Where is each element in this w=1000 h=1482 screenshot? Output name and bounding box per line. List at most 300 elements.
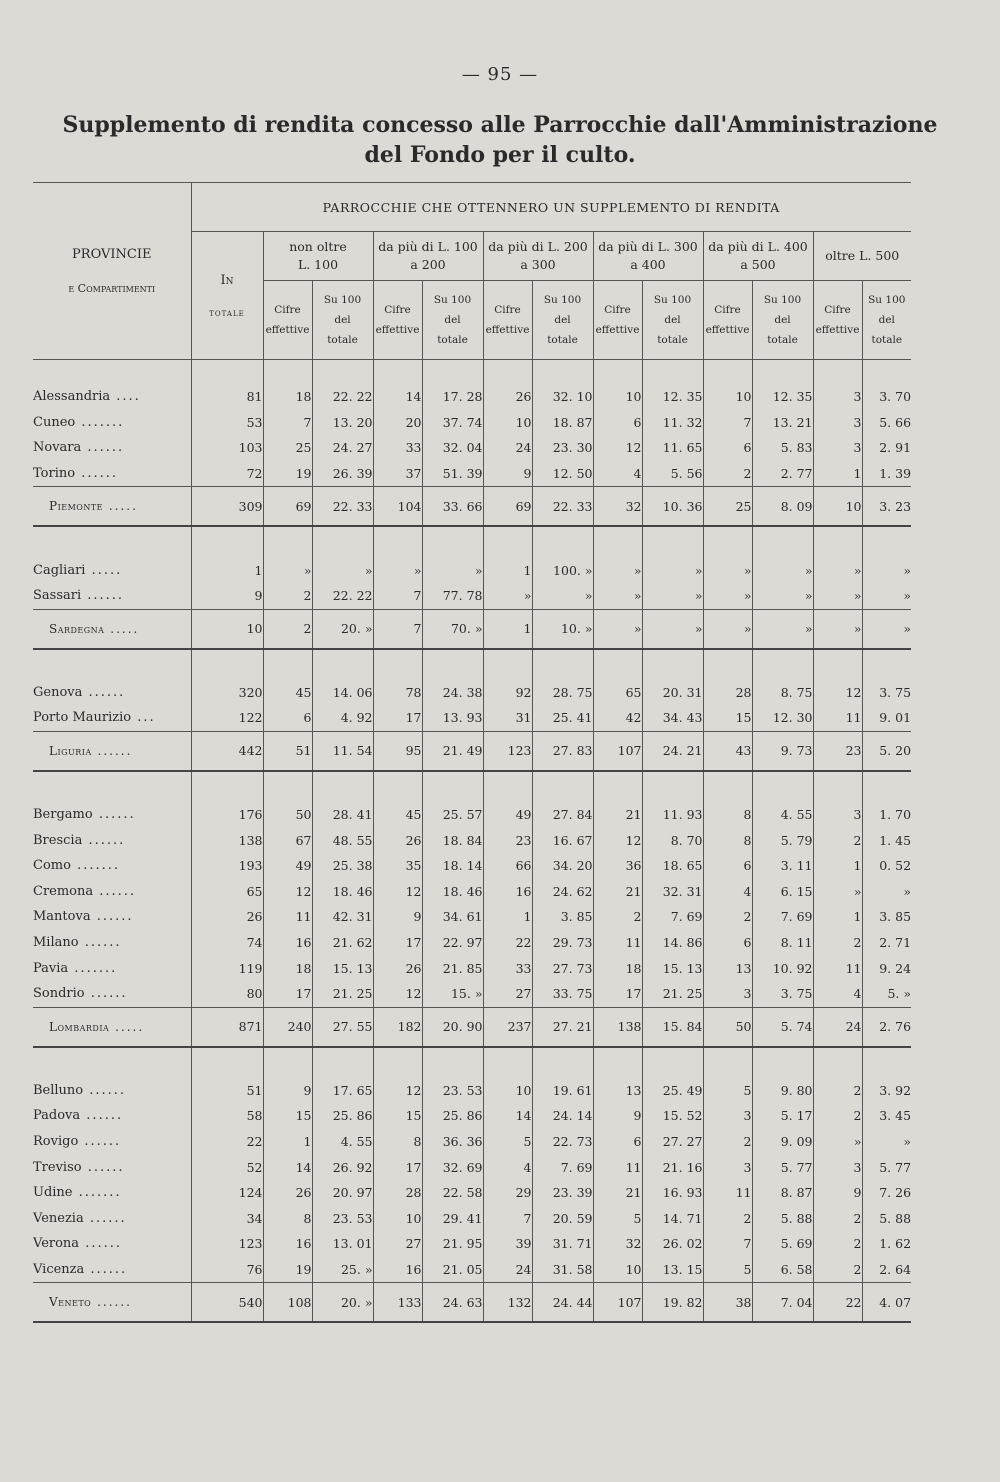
su100-cell: 11. 32 (642, 410, 703, 436)
su100-cell: 15. 13 (642, 955, 703, 981)
su100-header-line: totale (657, 334, 688, 346)
su100-cell: 4. 55 (312, 1129, 373, 1155)
cifre-cell: 2 (813, 1205, 862, 1231)
province-name (33, 1205, 191, 1231)
spacer-cell (373, 360, 422, 385)
cifre-cell: » (593, 557, 642, 583)
province-name (33, 1129, 191, 1155)
province-name (33, 1007, 191, 1047)
totale-cell: 103 (191, 435, 263, 461)
spacer-cell (703, 526, 752, 557)
su100-cell: 27. 73 (532, 955, 593, 981)
cifre-cell: » (373, 557, 422, 583)
province-label: Alessandria (33, 389, 111, 405)
range-header (593, 232, 703, 281)
table-row (33, 705, 911, 731)
su100-cell: 3. 85 (879, 909, 912, 925)
leader-dots: ...... (81, 440, 125, 456)
cifre-cell: 21 (593, 1180, 642, 1206)
spacer-cell (752, 1047, 813, 1078)
su100-cell: 5. 83 (752, 435, 813, 461)
province-label: Mantova (33, 909, 91, 925)
spacer-cell (483, 771, 532, 802)
su100-cell: 3. 85 (532, 904, 593, 930)
cifre-cell: 1 (813, 853, 862, 879)
cifre-cell: 3 (813, 1154, 862, 1180)
su100-cell: 9. 09 (752, 1129, 813, 1155)
su100-cell: 21. 25 (642, 981, 703, 1007)
su100-cell: » (422, 557, 483, 583)
totale-cell: 9 (191, 583, 263, 609)
province-name (33, 410, 191, 436)
table-row (33, 461, 911, 487)
provincie-header (33, 183, 191, 360)
spacer-cell (373, 1047, 422, 1078)
leader-dots: ...... (82, 832, 126, 848)
province-label: Venezia (33, 1210, 84, 1226)
spacer-cell (703, 649, 752, 680)
cifre-cell: 24 (483, 1257, 532, 1283)
spacer-cell (191, 1047, 263, 1078)
range-header (373, 232, 483, 281)
su100-cell: 21. 62 (312, 930, 373, 956)
cifre-cell: 108 (263, 1283, 312, 1323)
cifre-cell: 2 (703, 904, 752, 930)
cifre-cell: 45 (373, 802, 422, 828)
su100-cell: 21. 25 (312, 981, 373, 1007)
su100-cell: » (642, 557, 703, 583)
cifre-header-line: effettive (375, 324, 420, 336)
su100-header-line: del (444, 314, 461, 326)
totale-cell: 320 (191, 680, 263, 706)
cifre-cell: 3 (813, 435, 862, 461)
leader-dots: ...... (81, 588, 125, 604)
cifre-cell: 26 (373, 827, 422, 853)
cifre-cell: 8 (263, 1205, 312, 1231)
leader-dots: .... (110, 389, 141, 405)
cifre-cell: 5 (483, 1129, 532, 1155)
province-name (33, 1283, 191, 1323)
page-title (30, 110, 970, 170)
spacer-row (33, 360, 911, 385)
su100-cell: 21. 95 (422, 1231, 483, 1257)
spacer-cell (483, 360, 532, 385)
table-row (33, 904, 911, 930)
province-label: Rovigo (33, 1133, 79, 1149)
province-name (33, 1078, 191, 1104)
title-line-1: Supplemento di rendita concesso alle Parrocchie dall'Amministrazione (62, 112, 938, 138)
cifre-cell: 6 (703, 930, 752, 956)
su100-cell: 18. 87 (532, 410, 593, 436)
cifre-cell: 16 (483, 879, 532, 905)
table-row (33, 1103, 911, 1129)
cifre-cell: 22 (813, 1283, 862, 1323)
cifre-cell: 24 (813, 1007, 862, 1047)
province-name (33, 435, 191, 461)
cifre-cell: 132 (483, 1283, 532, 1323)
spacer-cell (373, 771, 422, 802)
spacer-cell (422, 526, 483, 557)
spacer-cell (263, 526, 312, 557)
su100-header-line: totale (437, 334, 468, 346)
su100-cell: 100. » (532, 557, 593, 583)
province-name (33, 1180, 191, 1206)
supplement-header: PARROCCHIE CHE OTTENNERO UN SUPPLEMENTO DI RENDITA (191, 183, 911, 232)
su100-cell: 8. 70 (642, 827, 703, 853)
cifre-cell: 18 (263, 955, 312, 981)
totale-cell: 10 (191, 609, 263, 649)
spacer-cell (752, 526, 813, 557)
su100-cell: 16. 93 (642, 1180, 703, 1206)
su100-cell: 31. 71 (532, 1231, 593, 1257)
cifre-cell: 10 (703, 384, 752, 410)
province-label: Como (33, 858, 71, 874)
su100-cell: 7. 69 (752, 904, 813, 930)
province-label: Sardegna (49, 621, 105, 636)
totale-cell: 124 (191, 1180, 263, 1206)
su100-header-line: del (774, 314, 791, 326)
su100-cell: 5. 17 (752, 1103, 813, 1129)
spacer-row (33, 1047, 911, 1078)
cifre-header (593, 281, 642, 360)
cifre-cell: 4 (593, 461, 642, 487)
su100-cell: 21. 05 (422, 1257, 483, 1283)
cifre-cell: 49 (483, 802, 532, 828)
su100-cell: 12. 35 (752, 384, 813, 410)
su100-cell: » (752, 583, 813, 609)
cifre-cell: » (703, 609, 752, 649)
cifre-cell: 65 (593, 680, 642, 706)
spacer-cell (752, 649, 813, 680)
cifre-cell: 14 (263, 1154, 312, 1180)
cifre-cell: 17 (263, 981, 312, 1007)
su100-cell: 6. 15 (752, 879, 813, 905)
leader-dots: ....... (75, 414, 125, 430)
spacer-cell (33, 1047, 191, 1078)
su100-cell: 32. 69 (422, 1154, 483, 1180)
spacer-cell (483, 1047, 532, 1078)
cifre-cell: 50 (263, 802, 312, 828)
table-header (33, 183, 911, 360)
cifre-cell: 66 (483, 853, 532, 879)
su100-cell: 36. 36 (422, 1129, 483, 1155)
spacer-row (33, 771, 911, 802)
subtotal-row (33, 731, 911, 771)
province-name (33, 583, 191, 609)
su100-cell: 3. 11 (752, 853, 813, 879)
su100-cell: » (752, 557, 813, 583)
cifre-cell: 1 (483, 609, 532, 649)
totale-cell: 442 (191, 731, 263, 771)
cifre-cell: 50 (703, 1007, 752, 1047)
leader-dots: ...... (78, 1133, 122, 1149)
province-label: Genova (33, 684, 83, 700)
province-name (33, 1103, 191, 1129)
su100-header-line: del (554, 314, 571, 326)
in-label: In (220, 272, 234, 288)
province-label: Belluno (33, 1082, 84, 1098)
su100-cell: 16. 67 (532, 827, 593, 853)
cifre-cell: 10 (483, 1078, 532, 1104)
su100-cell: 5. 77 (752, 1154, 813, 1180)
cifre-cell: 17 (373, 930, 422, 956)
su100-cell: 11. 93 (642, 802, 703, 828)
table-row (33, 879, 911, 905)
spacer-cell (422, 360, 483, 385)
cifre-cell: 39 (483, 1231, 532, 1257)
cifre-cell: 24 (483, 435, 532, 461)
su100-cell: 25. 49 (642, 1078, 703, 1104)
cifre-cell: 107 (593, 1283, 642, 1323)
cifre-cell: 2 (813, 930, 862, 956)
range-header-line: da più di L. 200 (488, 239, 588, 254)
cifre-cell: 3 (703, 1103, 752, 1129)
spacer-cell (263, 649, 312, 680)
province-name (33, 1231, 191, 1257)
cifre-cell: 69 (263, 487, 312, 527)
cifre-cell: 9 (373, 904, 422, 930)
statistics-table (33, 182, 911, 1323)
province-name (33, 705, 191, 731)
province-label: Treviso (33, 1159, 82, 1175)
cifre-cell: 182 (373, 1007, 422, 1047)
cifre-header-line: Cifre (824, 304, 851, 316)
cifre-cell: 3 (703, 981, 752, 1007)
cifre-cell: 26 (263, 1180, 312, 1206)
su100-cell: 26. 92 (312, 1154, 373, 1180)
su100-cell: 12. 50 (532, 461, 593, 487)
su100-cell: 15. 84 (642, 1007, 703, 1047)
spacer-cell (862, 771, 911, 802)
su100-cell: 11. 65 (642, 435, 703, 461)
table-row (33, 583, 911, 609)
table-row (33, 981, 911, 1007)
province-name (33, 557, 191, 583)
compartimenti-label: e Compartimenti (68, 282, 156, 295)
totale-cell: 74 (191, 930, 263, 956)
province-name (33, 609, 191, 649)
leader-dots: ...... (81, 1159, 125, 1175)
su100-cell: 5. 79 (752, 827, 813, 853)
su100-cell: » (903, 588, 912, 604)
su100-cell: 12. 30 (752, 705, 813, 731)
su100-cell: 27. 84 (532, 802, 593, 828)
cifre-cell: 15 (703, 705, 752, 731)
cifre-cell: 28 (373, 1180, 422, 1206)
province-label: Udine (33, 1185, 73, 1201)
spacer-cell (532, 360, 593, 385)
range-header-line: L. 100 (297, 257, 339, 272)
su100-cell: 23. 39 (532, 1180, 593, 1206)
su100-cell: 23. 53 (312, 1205, 373, 1231)
totale-cell: 119 (191, 955, 263, 981)
cifre-cell: 42 (593, 705, 642, 731)
leader-dots: ...... (93, 883, 137, 899)
cifre-cell: 23 (483, 827, 532, 853)
spacer-cell (263, 360, 312, 385)
cifre-cell: 35 (373, 853, 422, 879)
cifre-cell: 10 (813, 487, 862, 527)
su100-cell: 3. 92 (879, 1082, 912, 1098)
spacer-cell (191, 526, 263, 557)
cifre-cell: 7 (483, 1205, 532, 1231)
subtotal-row (33, 487, 911, 527)
cifre-cell: 23 (813, 731, 862, 771)
cifre-cell: 2 (813, 827, 862, 853)
province-name (33, 930, 191, 956)
cifre-cell: 36 (593, 853, 642, 879)
su100-cell: 13. 21 (752, 410, 813, 436)
su100-cell: 15. » (422, 981, 483, 1007)
cifre-cell: 2 (703, 1129, 752, 1155)
cifre-cell: 6 (593, 1129, 642, 1155)
leader-dots: ..... (104, 621, 140, 636)
spacer-cell (862, 360, 911, 385)
su100-cell: » (752, 609, 813, 649)
spacer-cell (33, 526, 191, 557)
province-name (33, 879, 191, 905)
su100-cell: 14. 06 (312, 680, 373, 706)
spacer-cell (813, 526, 862, 557)
cifre-cell: 3 (703, 1154, 752, 1180)
su100-cell: 33. 75 (532, 981, 593, 1007)
table-row (33, 680, 911, 706)
su100-cell: 28. 41 (312, 802, 373, 828)
cifre-header-line: effettive (485, 324, 530, 336)
su100-cell: 1. 45 (879, 832, 912, 848)
spacer-cell (312, 526, 373, 557)
range-header-line: da più di L. 300 (598, 239, 698, 254)
cifre-cell: » (593, 609, 642, 649)
su100-cell: » (642, 583, 703, 609)
su100-cell: 3. 75 (752, 981, 813, 1007)
cifre-cell: 33 (373, 435, 422, 461)
su100-header-line: Su 100 (653, 294, 692, 306)
su100-cell: 8. 11 (752, 930, 813, 956)
su100-cell: 3. 75 (879, 684, 912, 700)
su100-cell: 22. 22 (312, 583, 373, 609)
su100-cell: 23. 30 (532, 435, 593, 461)
cifre-cell: » (813, 557, 862, 583)
su100-cell: 51. 39 (422, 461, 483, 487)
cifre-cell: 67 (263, 827, 312, 853)
cifre-cell: 12 (373, 1078, 422, 1104)
cifre-cell: 7 (703, 1231, 752, 1257)
su100-cell: 27. 83 (532, 731, 593, 771)
table-row (33, 1205, 911, 1231)
spacer-cell (191, 649, 263, 680)
cifre-header-line: effettive (705, 324, 750, 336)
cifre-cell: 10 (373, 1205, 422, 1231)
province-label: Veneto (49, 1295, 92, 1310)
su100-header (312, 281, 373, 360)
su100-cell: 28. 75 (532, 680, 593, 706)
cifre-cell: 9 (813, 1180, 862, 1206)
su100-cell: 3. 70 (879, 389, 912, 405)
leader-dots: ..... (109, 1019, 145, 1034)
su100-header-line: totale (327, 334, 358, 346)
su100-cell: 2. 64 (879, 1261, 912, 1277)
cifre-cell: 7 (373, 583, 422, 609)
cifre-cell: 2 (813, 1257, 862, 1283)
provincie-label: PROVINCIE (72, 247, 152, 262)
su100-cell: 34. 20 (532, 853, 593, 879)
cifre-cell: 69 (483, 487, 532, 527)
spacer-cell (593, 649, 642, 680)
table-row (33, 930, 911, 956)
su100-cell: 4. 92 (312, 705, 373, 731)
spacer-cell (312, 771, 373, 802)
spacer-cell (593, 771, 642, 802)
cifre-header-line: Cifre (274, 304, 301, 316)
su100-cell: 18. 46 (312, 879, 373, 905)
su100-cell: 33. 66 (422, 487, 483, 527)
cifre-cell: 2 (593, 904, 642, 930)
su100-cell: » (903, 883, 912, 899)
range-header (483, 232, 593, 281)
province-label: Sassari (33, 588, 82, 604)
cifre-cell: 17 (593, 981, 642, 1007)
su100-cell: 24. 63 (422, 1283, 483, 1323)
cifre-cell: 2 (703, 1205, 752, 1231)
cifre-cell: 14 (373, 384, 422, 410)
province-label: Cuneo (33, 414, 76, 430)
cifre-cell: » (813, 583, 862, 609)
su100-cell: 6. 58 (752, 1257, 813, 1283)
table-row (33, 1078, 911, 1104)
cifre-cell: 92 (483, 680, 532, 706)
su100-cell: 77. 78 (422, 583, 483, 609)
su100-cell: 18. 65 (642, 853, 703, 879)
cifre-cell: 9 (593, 1103, 642, 1129)
province-name (33, 731, 191, 771)
leader-dots: ...... (92, 807, 136, 823)
su100-cell: 34. 61 (422, 904, 483, 930)
leader-dots: ...... (91, 1295, 132, 1310)
spacer-cell (862, 1047, 911, 1078)
cifre-header-line: Cifre (384, 304, 411, 316)
cifre-cell: » (263, 557, 312, 583)
range-header-line: a 200 (410, 257, 446, 272)
cifre-cell: 27 (483, 981, 532, 1007)
su100-cell: 5. 69 (752, 1231, 813, 1257)
spacer-cell (373, 649, 422, 680)
leader-dots: ....... (72, 1185, 122, 1201)
cifre-cell: 21 (593, 802, 642, 828)
table-row (33, 827, 911, 853)
cifre-cell: 43 (703, 731, 752, 771)
cifre-cell: 133 (373, 1283, 422, 1323)
totale-cell: 1 (191, 557, 263, 583)
province-label: Cagliari (33, 562, 86, 578)
cifre-header-line: effettive (265, 324, 310, 336)
su100-cell: 4. 07 (862, 1283, 911, 1323)
su100-cell: 26. 39 (312, 461, 373, 487)
su100-cell: 5. 56 (642, 461, 703, 487)
su100-cell: 22. 33 (532, 487, 593, 527)
cifre-cell: 29 (483, 1180, 532, 1206)
su100-cell: 23. 53 (422, 1078, 483, 1104)
cifre-cell: 26 (483, 384, 532, 410)
province-name (33, 827, 191, 853)
su100-cell: 14. 86 (642, 930, 703, 956)
province-label: Milano (33, 935, 79, 951)
totale-cell: 52 (191, 1154, 263, 1180)
su100-cell: 8. 75 (752, 680, 813, 706)
su100-cell: 24. 27 (312, 435, 373, 461)
cifre-cell: 51 (263, 731, 312, 771)
cifre-cell: 6 (593, 410, 642, 436)
